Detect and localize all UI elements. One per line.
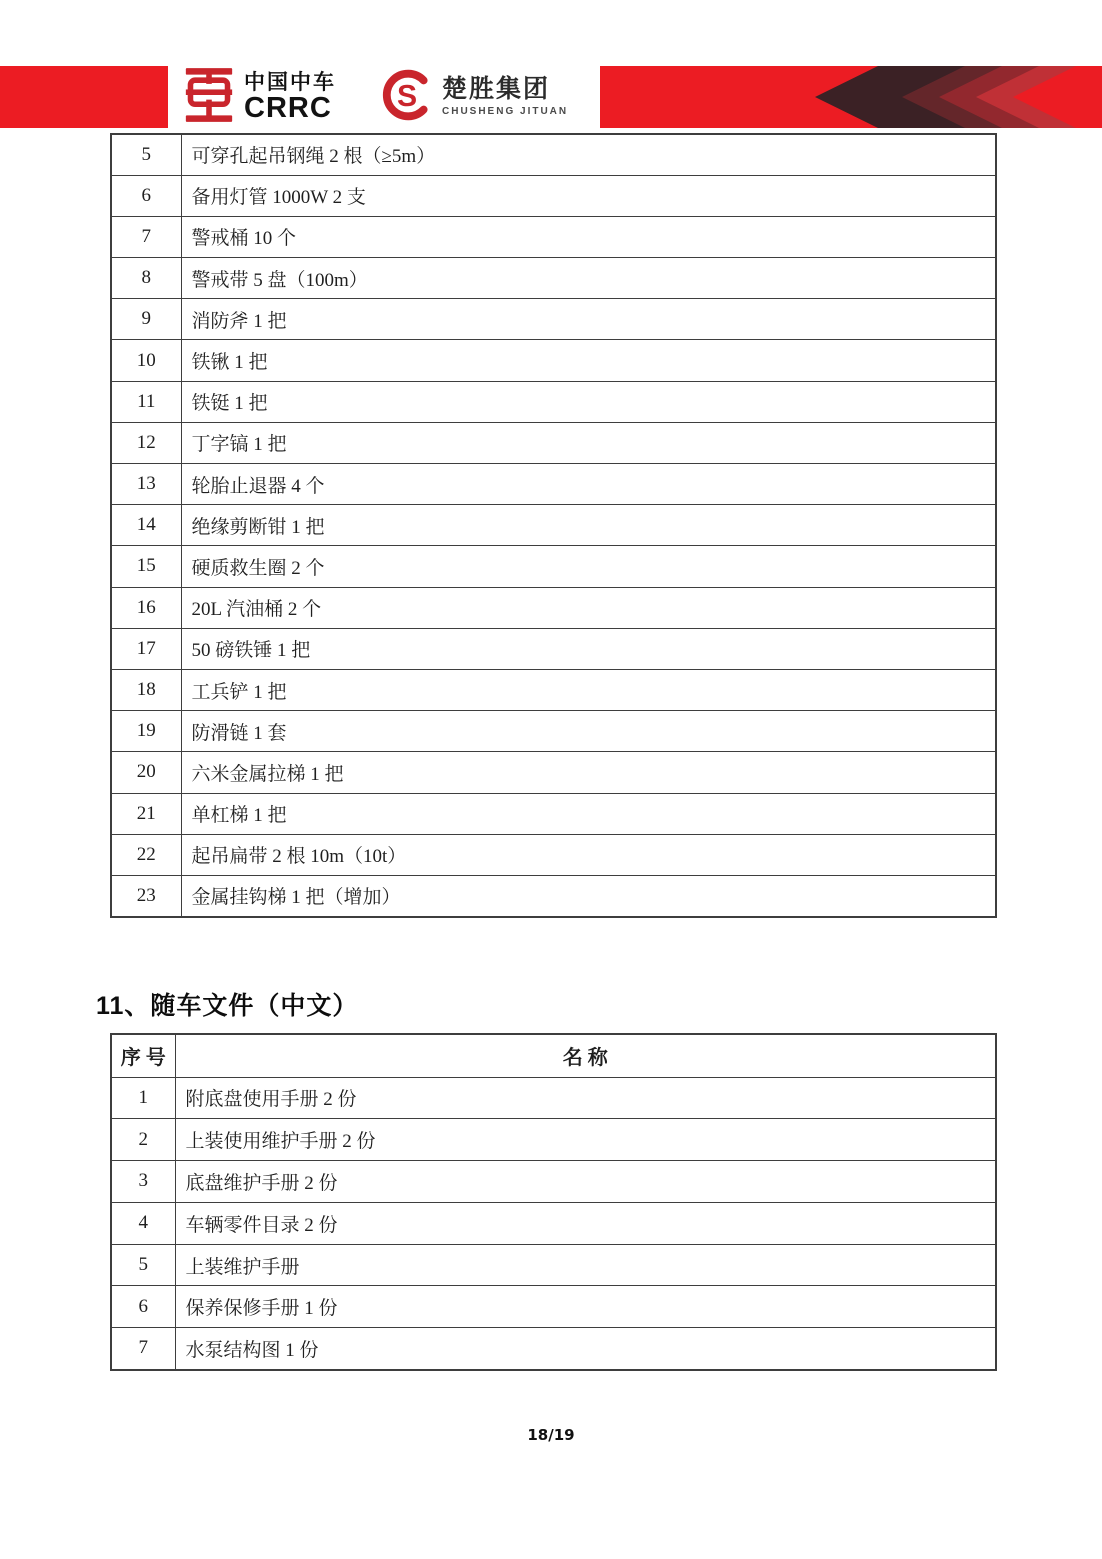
header-band [0, 66, 1102, 128]
row-number: 13 [111, 464, 181, 505]
svg-text:S: S [396, 79, 418, 113]
table-row [111, 1244, 996, 1286]
row-number: 10 [111, 340, 181, 381]
table-row [111, 793, 996, 834]
item-name: 消防斧 1 把 [181, 299, 996, 340]
item-name: 上装维护手册 [175, 1244, 996, 1286]
table-row [111, 752, 996, 793]
item-name: 硬质救生圈 2 个 [181, 546, 996, 587]
page-number: 18/19 [527, 1426, 575, 1444]
row-number: 15 [111, 546, 181, 587]
item-name: 底盘维护手册 2 份 [175, 1161, 996, 1203]
table-row [111, 175, 996, 216]
table-row [111, 669, 996, 710]
logo-area [168, 66, 600, 128]
item-name: 轮胎止退器 4 个 [181, 464, 996, 505]
crrc-logo [184, 67, 336, 128]
chusheng-logo [380, 67, 568, 128]
equipment-table [110, 133, 997, 918]
row-number: 4 [111, 1202, 175, 1244]
item-name: 起吊扁带 2 根 10m（10t） [181, 834, 996, 875]
row-number: 6 [111, 1286, 175, 1328]
table-row [111, 546, 996, 587]
table-row [111, 505, 996, 546]
column-header-name: 名 称 [175, 1034, 996, 1077]
item-name: 绝缘剪断钳 1 把 [181, 505, 996, 546]
item-name: 警戒桶 10 个 [181, 216, 996, 257]
item-name: 单杠梯 1 把 [181, 793, 996, 834]
row-number: 7 [111, 216, 181, 257]
table-row [111, 340, 996, 381]
chusheng-emblem-icon [380, 67, 432, 128]
table-row [111, 464, 996, 505]
row-number: 8 [111, 258, 181, 299]
column-header-no: 序 号 [111, 1034, 175, 1077]
row-number: 19 [111, 711, 181, 752]
item-name: 丁字镐 1 把 [181, 422, 996, 463]
row-number: 14 [111, 505, 181, 546]
table-row [111, 422, 996, 463]
row-number: 5 [111, 134, 181, 175]
row-number: 5 [111, 1244, 175, 1286]
item-name: 附底盘使用手册 2 份 [175, 1077, 996, 1119]
item-name: 警戒带 5 盘（100m） [181, 258, 996, 299]
row-number: 11 [111, 381, 181, 422]
row-number: 9 [111, 299, 181, 340]
item-name: 保养保修手册 1 份 [175, 1286, 996, 1328]
row-number: 18 [111, 669, 181, 710]
item-name: 铁锹 1 把 [181, 340, 996, 381]
table-row [111, 1119, 996, 1161]
row-number: 12 [111, 422, 181, 463]
item-name: 六米金属拉梯 1 把 [181, 752, 996, 793]
table-row [111, 381, 996, 422]
row-number: 22 [111, 834, 181, 875]
chusheng-name-en: CHUSHENG JITUAN [442, 106, 569, 117]
crrc-emblem-icon [184, 67, 234, 128]
row-number: 20 [111, 752, 181, 793]
documents-table [110, 1033, 997, 1371]
table-row [111, 1161, 996, 1203]
row-number: 3 [111, 1161, 175, 1203]
item-name: 上装使用维护手册 2 份 [175, 1119, 996, 1161]
item-name: 防滑链 1 套 [181, 711, 996, 752]
table-row [111, 299, 996, 340]
table-row [111, 1077, 996, 1119]
row-number: 21 [111, 793, 181, 834]
table-row [111, 875, 996, 916]
row-number: 6 [111, 175, 181, 216]
table-row [111, 587, 996, 628]
row-number: 23 [111, 875, 181, 916]
row-number: 1 [111, 1077, 175, 1119]
row-number: 7 [111, 1328, 175, 1370]
table-row [111, 834, 996, 875]
row-number: 2 [111, 1119, 175, 1161]
item-name: 金属挂钩梯 1 把（增加） [181, 875, 996, 916]
table-row [111, 1286, 996, 1328]
chusheng-name-cn: 楚胜集团 [442, 75, 551, 103]
crrc-name-en: CRRC [244, 91, 332, 124]
table-row [111, 134, 996, 175]
section-heading: 11、随车文件（中文） [96, 992, 359, 1020]
table-row [111, 711, 996, 752]
table-row [111, 1202, 996, 1244]
item-name: 车辆零件目录 2 份 [175, 1202, 996, 1244]
item-name: 铁铤 1 把 [181, 381, 996, 422]
item-name: 备用灯管 1000W 2 支 [181, 175, 996, 216]
item-name: 50 磅铁锤 1 把 [181, 628, 996, 669]
table-row [111, 628, 996, 669]
table-row [111, 216, 996, 257]
item-name: 水泵结构图 1 份 [175, 1328, 996, 1370]
item-name: 可穿孔起吊钢绳 2 根（≥5m） [181, 134, 996, 175]
table-row [111, 258, 996, 299]
row-number: 17 [111, 628, 181, 669]
table-header-row [111, 1034, 996, 1077]
item-name: 20L 汽油桶 2 个 [181, 587, 996, 628]
item-name: 工兵铲 1 把 [181, 669, 996, 710]
table-row [111, 1328, 996, 1370]
crrc-name-cn: 中国中车 [244, 70, 336, 94]
row-number: 16 [111, 587, 181, 628]
